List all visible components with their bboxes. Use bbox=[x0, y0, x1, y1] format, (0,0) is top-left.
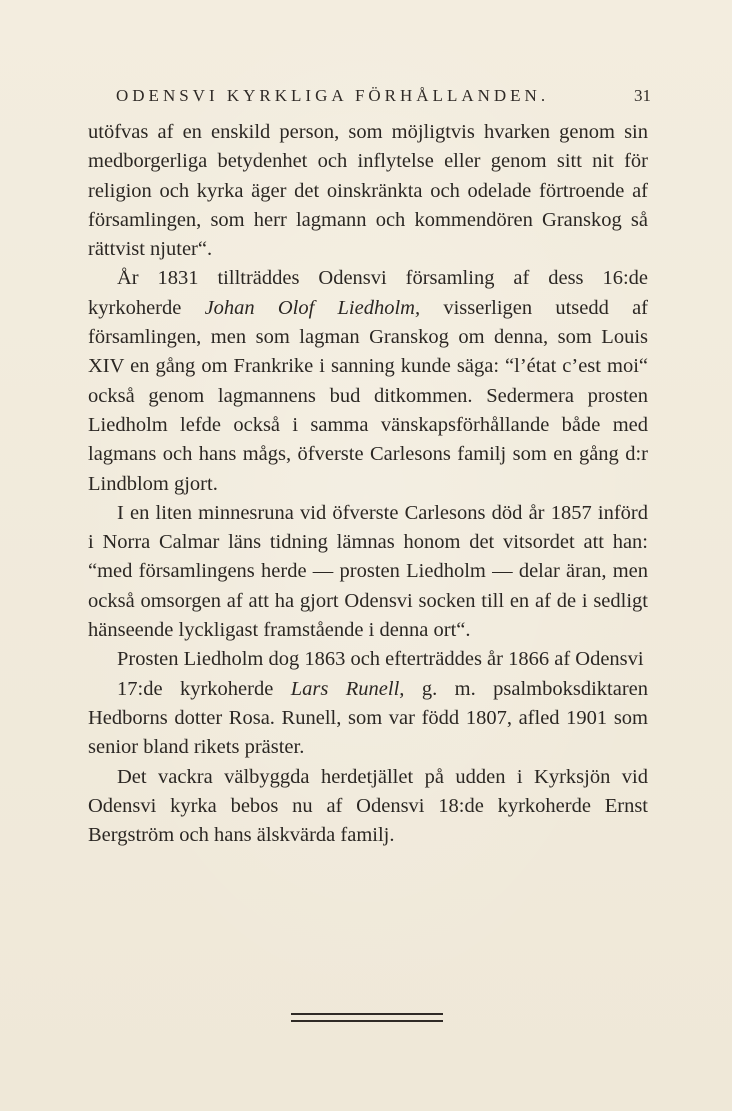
name-johan-olof-liedholm: Johan Olof Liedholm, bbox=[204, 296, 421, 319]
paragraph-minnesruna: I en liten minnesruna vid öfverste Carlesons död år 1857 införd i Norra Calmar läns tidning lämnas honom det vitsordet att han: “med församlingens herde — prosten Liedholm — delar äran, men också omsorgen af att ha gjort Odensvi socken till en af de i sedligt hänseende lyckligast framstående i denna ort“. bbox=[88, 501, 648, 642]
paragraph-liedholm bbox=[88, 264, 648, 498]
chapter-title: ODENSVI KYRKLIGA FÖRHÅLLANDEN. bbox=[116, 86, 550, 105]
double-rule-top bbox=[291, 1013, 443, 1015]
paragraph-liedholm-intro: År 1831 tillträddes Odensvi församling af dess 16:de kyrkoherde bbox=[88, 267, 648, 319]
body-text bbox=[88, 118, 648, 850]
paragraph-succession: Prosten Liedholm dog 1863 och efterträddes år 1866 af Odensvi bbox=[117, 648, 644, 671]
page-number: 31 bbox=[634, 86, 651, 105]
paragraph-liedholm-rest: visserligen utsedd af församlingen, men som lagman Granskog om denna, som Louis XIV en gång om Frankrike i sanning kunde säga: “l’état c’est moi“ också genom lagmannens bud ditkommen. Sedermera prosten Liedholm lefde också i samma vänskapsförhållande både med lagmans och hans mågs, öfverste Carlesons familj som en gång d:r Lindblom gjort. bbox=[88, 296, 648, 495]
paragraph-runell bbox=[88, 675, 648, 763]
paragraph-runell-rest: g. m. psalmboksdiktaren Hedborns dotter Rosa. Runell, som var född 1807, afled 1901 som senior bland rikets präster. bbox=[88, 677, 648, 759]
name-lars-runell: Lars Runell, bbox=[290, 677, 405, 700]
end-ornament-rule bbox=[291, 1013, 443, 1025]
running-head bbox=[116, 86, 651, 110]
paragraph-herdetjallet: Det vackra välbyggda herdetjället på udden i Kyrksjön vid Odensvi kyrka bebos nu af Odensvi 18:de kyrkoherde Ernst Bergström och hans älskvärda familj. bbox=[88, 765, 648, 847]
paragraph-runell-intro: 17:de kyrkoherde bbox=[117, 677, 291, 700]
paragraph-continued: utöfvas af en enskild person, som möjligtvis hvarken genom sin medborgerliga betydenhet och inflytelse eller genom sitt nit för religion och kyrka äger det oinskränkta och odelade förtroende af församlingen, som herr lagmann och kommendören Granskog så rättvist njuter“. bbox=[88, 121, 648, 261]
double-rule-bottom bbox=[291, 1020, 443, 1022]
